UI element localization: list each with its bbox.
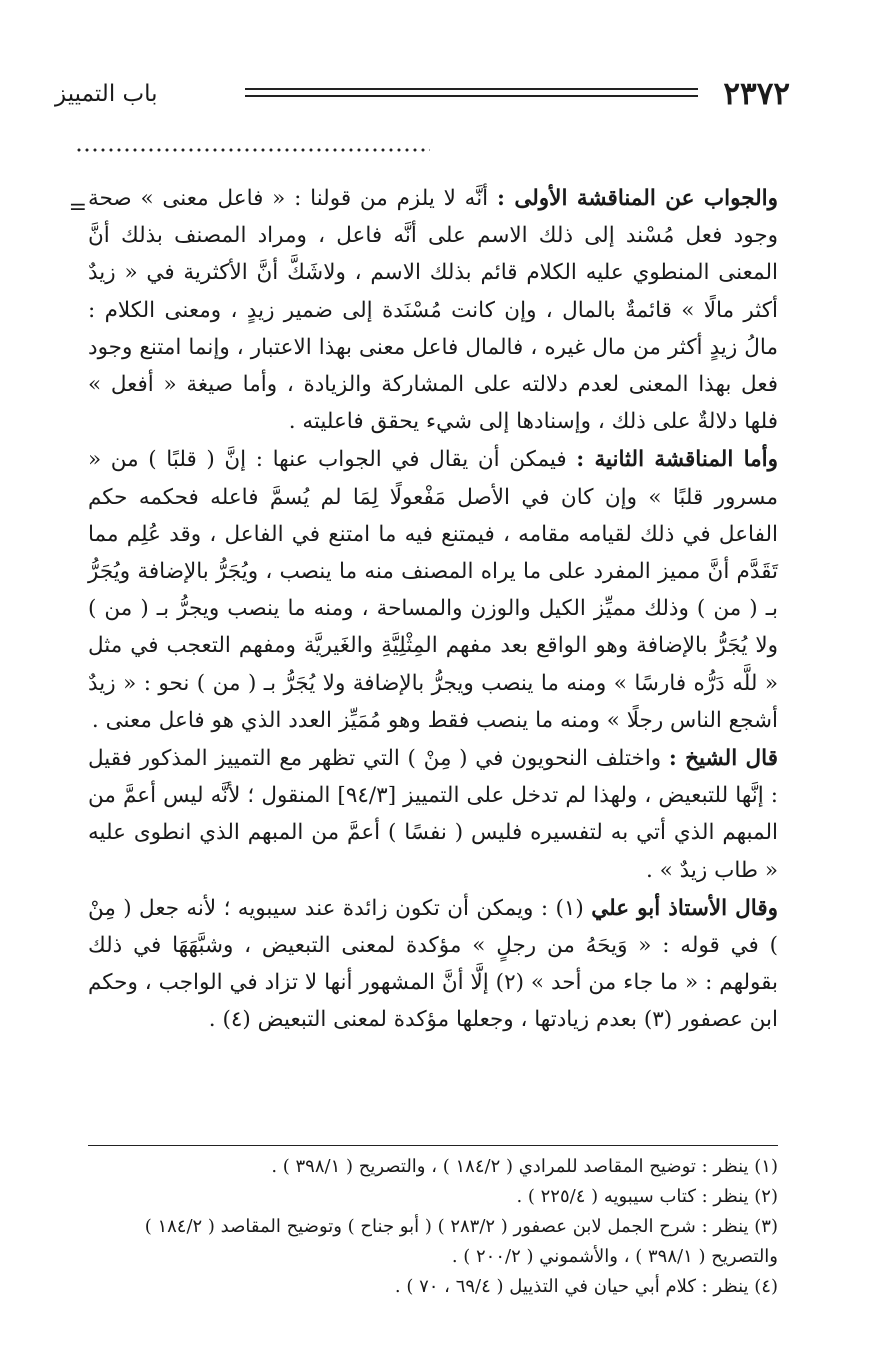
main-text <box>88 180 778 1039</box>
paragraph-heading: وأما المناقشة الثانية : <box>576 447 778 473</box>
footnote: (٤) ينظر : كلام أبي حيان في التذييل ( ٦٩/٤ ، ٧٠ ) . <box>394 1276 778 1297</box>
paragraph-sheikh <box>88 740 778 889</box>
footnote: (٣) ينظر : شرح الجمل لابن عصفور ( ٢٨٣/٢ ) ( أبو جناح ) وتوضيح المقاصد ( ١٨٤/٢ ) والتصريح ( ٣٩٨/١ ) ، والأشموني ( ٢٠٠/٢ ) . <box>144 1216 778 1267</box>
paragraph-first-answer <box>88 180 778 440</box>
footnote-ref: (٤) <box>222 1007 251 1033</box>
paragraph-text: : ويمكن أن تكون زائدة عند سيبويه ؛ لأنه جعل ( مِنْ ) في قوله : « وَيحَهُ من رجلٍ » مؤكدة لمعنى التبعيض ، وشبَّهَهَا في ذلك بقولهم : « ما جاء من أحد » <box>88 895 778 996</box>
paragraph-heading: والجواب عن المناقشة الأولى : <box>496 186 778 211</box>
paragraph-text: فيمكن أن يقال في الجواب عنها : إنَّ ( قلبًا ) من « مسرور قلبًا » وإن كان في الأصل مَفْعولًا لِمَا لم يُسمَّ فاعله فحكمه حكم الفاعل في ذلك لقيامه مقامه ، فيمتنع فيه ما امتنع في الفاعل ، وقد عُلِم مما تَقَدَّم أنَّ مميز المفرد على ما يراه المصنف منه ما ينصب ، ويُجَرُّ بالإضافة ويُجَرُّ بـ ( من ) وذلك مميِّز الكيل والوزن والمساحة ، ومنه ما ينصب ويجرُّ بـ ( من ) ولا يُجَرُّ بالإضافة وهو الواقع بعد مفهم المِثْلِيَّةِ والغَيريَّة ومفهم التعجب في مثل « للَّه دَرُّه فارسًا » ومنه ما ينصب ويجرُّ بالإضافة ولا يُجَرُّ بـ ( من ) نحو : « زيدٌ أشجع الناس رجلًا » ومنه ما ينصب فقط وهو مُمَيِّز العدد الذي هو فاعل معنى . <box>88 447 778 733</box>
chapter-title: باب التمييز <box>55 81 158 107</box>
page-number: ٢٣٧٢ <box>723 76 790 112</box>
paragraph-heading: قال الشيخ : <box>668 746 778 772</box>
footnote: (١) ينظر : توضيح المقاصد للمرادي ( ١٨٤/٢ ) ، والتصريح ( ٣٩٨/١ ) . <box>271 1156 778 1177</box>
header-rule <box>245 88 698 97</box>
paragraph-text: . <box>208 1007 223 1033</box>
paragraph-text: أنَّه لا يلزم من قولنا : « فاعل معنى » صحة وجود فعل مُسْند إلى ذلك الاسم على أنَّه فاعل ، ومراد المصنف بذلك أنَّ المعنى المنطوي عليه الكلام قائم بذلك الاسم ، ولاشَكَّ أنَّ الأكثرية في « زيدٌ أكثر مالًا » قائمةٌ بالمال ، وإن كانت مُسْنَدة إلى ضمير زيدٍ ، ومعنى الكلام : مالُ زيدٍ أكثر من مال غيره ، فالمال فاعل معنى بهذا الاعتبار ، وإنما امتنع وجود فعل بهذا المعنى لعدم دلالته على المشاركة والزيادة ، وأما صيغة « أفعل » فلها دلالةٌ على ذلك ، وإسنادها إلى شيء يحقق فاعليته . <box>88 186 778 435</box>
paragraph-text: واختلف النحويون في ( مِنْ ) التي تظهر مع التمييز المذكور فقيل : إنَّها للتبعيض ، ولهذا لم تدخل على التمييز [٩٤/٣] المنقول ؛ لأنَّه ليس أعمَّ من المبهم الذي أتي به لتفسيره فليس ( نفسًا ) أعمَّ من المبهم الذي انطوى عليه « طاب زيدٌ » . <box>88 746 778 883</box>
footnotes <box>88 1152 778 1302</box>
footnote-ref: (٢) <box>495 970 525 996</box>
paragraph-second-answer <box>88 441 778 739</box>
paragraph-heading: وقال الأستاذ أبو علي <box>591 895 778 921</box>
continuation-dots <box>75 147 430 153</box>
paragraph-abu-ali <box>88 890 778 1039</box>
running-header <box>55 74 790 114</box>
paragraph-text: بعدم زيادتها ، وجعلها مؤكدة لمعنى التبعيض <box>250 1007 644 1033</box>
footnote: (٢) ينظر : كتاب سيبويه ( ٢٢٥/٤ ) . <box>516 1186 778 1207</box>
footnote-ref: (١) <box>555 895 584 921</box>
footnote-ref: (٣) <box>643 1007 673 1033</box>
paragraph-text: إلَّا أنَّ المشهور أنها لا تزاد في الواجب ، وحكم ابن عصفور <box>88 970 778 1033</box>
footnote-separator <box>88 1145 778 1146</box>
continuation-mark: = <box>68 195 87 220</box>
